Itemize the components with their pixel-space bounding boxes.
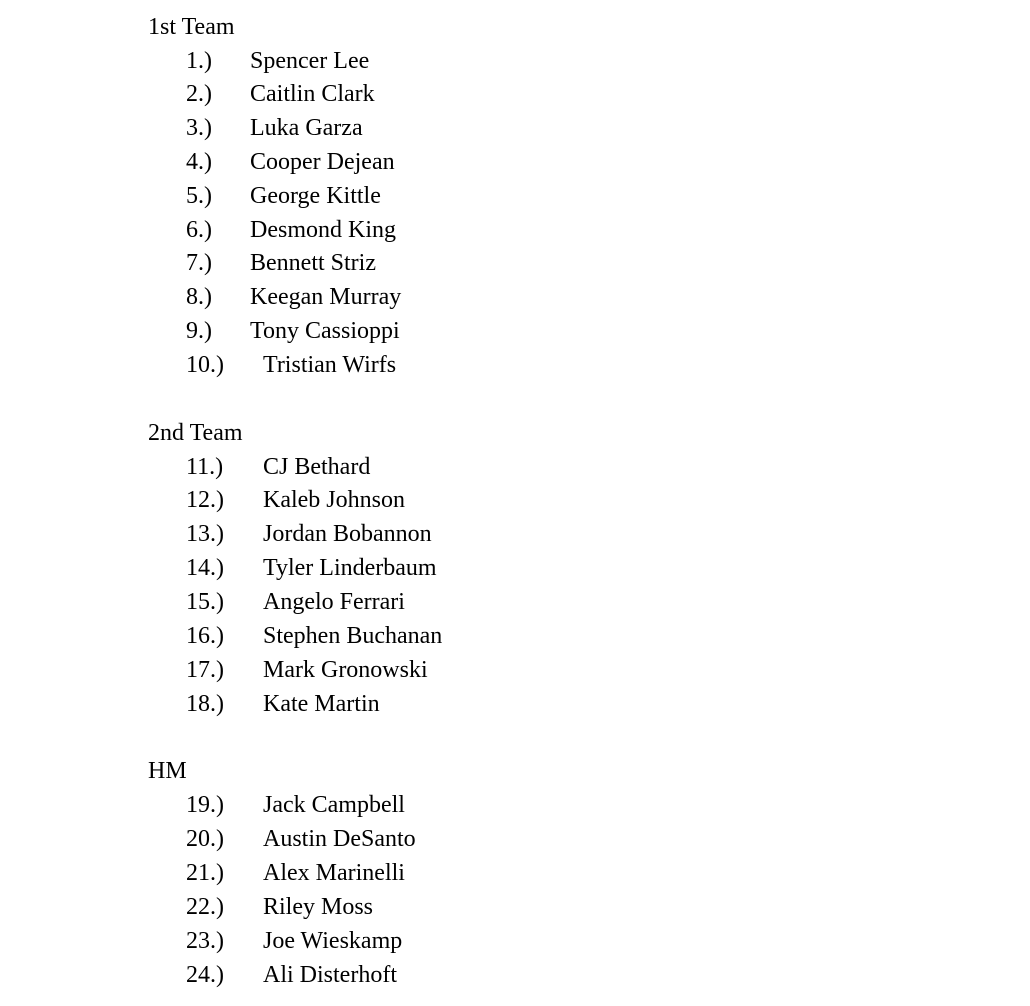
item-name: Luka Garza — [250, 115, 363, 141]
item-name: Austin DeSanto — [263, 826, 416, 852]
section-heading-2nd-team: 2nd Team — [148, 420, 243, 446]
item-name: Bennett Striz — [250, 250, 376, 276]
item-name: Ali Disterhoft — [263, 962, 397, 988]
item-number: 11.) — [186, 454, 224, 480]
item-number: 2.) — [186, 81, 212, 107]
list-item — [0, 687, 1030, 721]
item-number: 7.) — [186, 250, 212, 276]
list-item — [0, 551, 1030, 585]
item-number: 1.) — [186, 48, 212, 74]
item-number: 5.) — [186, 183, 212, 209]
item-name: Keegan Murray — [250, 284, 402, 310]
item-number: 3.) — [186, 115, 212, 141]
list-item — [0, 924, 1030, 958]
list-item — [0, 450, 1030, 484]
item-name: Kate Martin — [263, 691, 380, 717]
item-name: Spencer Lee — [250, 48, 370, 74]
item-number: 21.) — [186, 860, 224, 886]
list-item — [0, 111, 1030, 145]
list-item — [0, 44, 1030, 78]
item-name: Tristian Wirfs — [263, 352, 397, 378]
list-item — [0, 77, 1030, 111]
item-number: 23.) — [186, 928, 224, 954]
list-item — [0, 653, 1030, 687]
item-name: Tyler Linderbaum — [263, 555, 437, 581]
item-name: Stephen Buchanan — [263, 623, 443, 649]
item-number: 12.) — [186, 487, 224, 513]
item-number: 24.) — [186, 962, 224, 988]
list-item — [0, 314, 1030, 348]
item-name: Jordan Bobannon — [263, 521, 432, 547]
item-number: 17.) — [186, 657, 224, 683]
item-name: Cooper Dejean — [250, 149, 395, 175]
item-name: Caitlin Clark — [250, 81, 375, 107]
list-item — [0, 348, 1030, 382]
item-number: 10.) — [186, 352, 224, 378]
list-item — [0, 246, 1030, 280]
list-item — [0, 958, 1030, 992]
list-item — [0, 856, 1030, 890]
item-number: 4.) — [186, 149, 212, 175]
item-number: 19.) — [186, 792, 224, 818]
section-heading-1st-team: 1st Team — [148, 14, 235, 40]
item-name: Jack Campbell — [263, 792, 405, 818]
item-name: Tony Cassioppi — [250, 318, 400, 344]
list-item — [0, 822, 1030, 856]
item-name: Angelo Ferrari — [263, 589, 405, 615]
list-item — [0, 145, 1030, 179]
list-item — [0, 619, 1030, 653]
item-number: 6.) — [186, 217, 212, 243]
item-name: CJ Bethard — [263, 454, 371, 480]
item-number: 13.) — [186, 521, 224, 547]
section-heading-hm: HM — [148, 758, 187, 784]
list-item — [0, 179, 1030, 213]
item-name: Desmond King — [250, 217, 396, 243]
item-name: Riley Moss — [263, 894, 374, 920]
item-number: 22.) — [186, 894, 224, 920]
list-item — [0, 585, 1030, 619]
list-item — [0, 890, 1030, 924]
item-number: 14.) — [186, 555, 224, 581]
item-number: 15.) — [186, 589, 224, 615]
item-name: Joe Wieskamp — [263, 928, 403, 954]
item-number: 9.) — [186, 318, 212, 344]
item-number: 8.) — [186, 284, 212, 310]
list-item — [0, 213, 1030, 247]
item-number: 20.) — [186, 826, 224, 852]
list-item — [0, 788, 1030, 822]
item-number: 18.) — [186, 691, 224, 717]
list-item — [0, 517, 1030, 551]
item-name: George Kittle — [250, 183, 381, 209]
item-name: Mark Gronowski — [263, 657, 428, 683]
item-name: Kaleb Johnson — [263, 487, 405, 513]
item-name: Alex Marinelli — [263, 860, 405, 886]
list-item — [0, 280, 1030, 314]
list-item — [0, 483, 1030, 517]
item-number: 16.) — [186, 623, 224, 649]
